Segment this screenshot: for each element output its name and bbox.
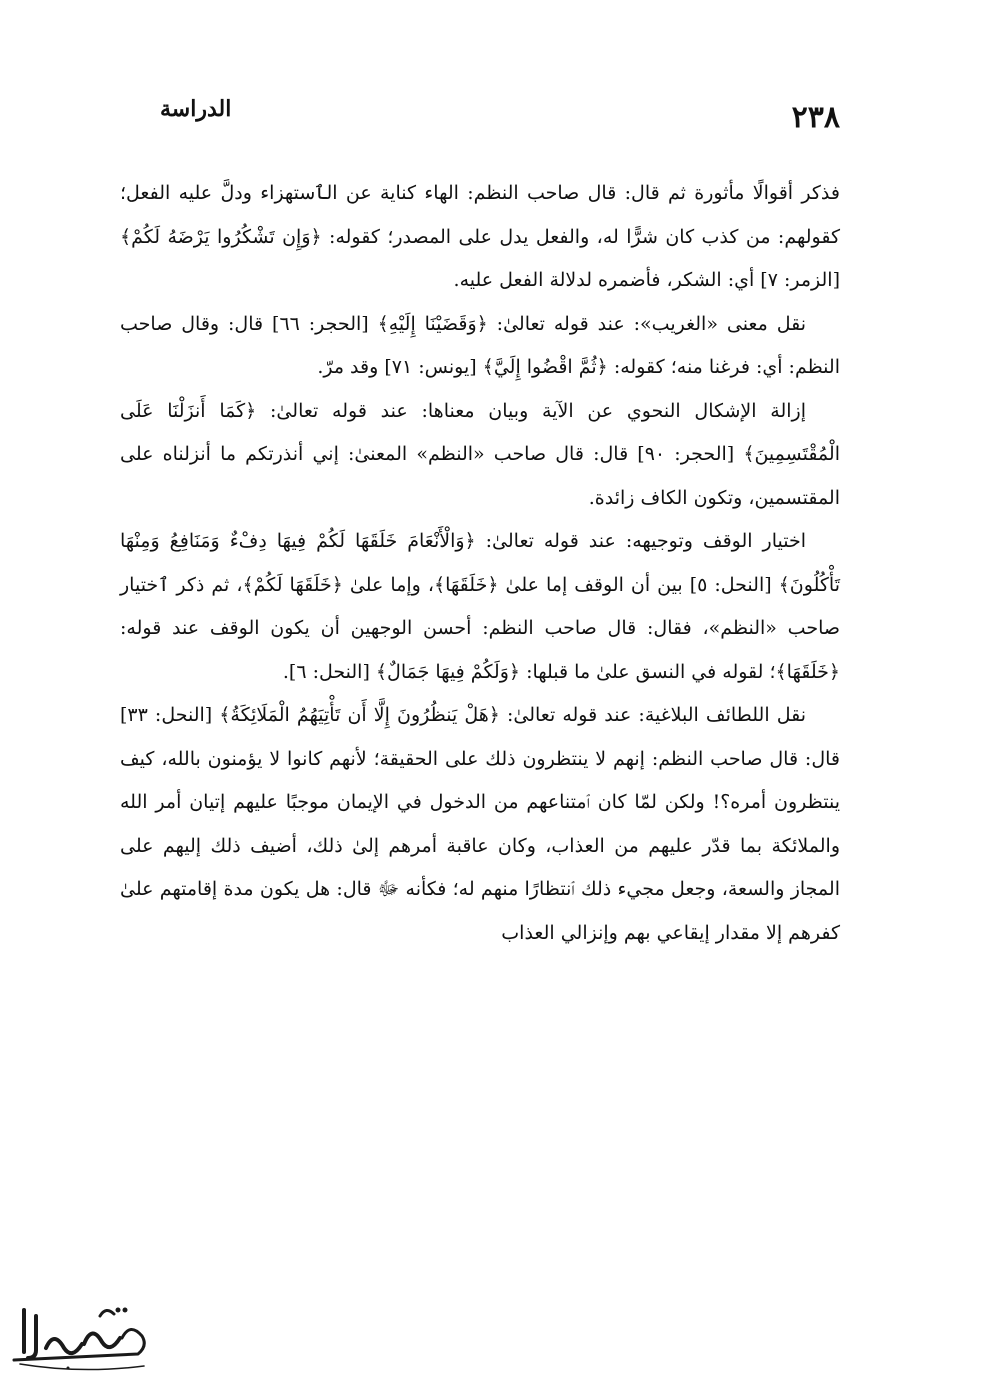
page-number: ٢٣٨ [791, 100, 840, 135]
paragraph-3: إزالة الإشكال النحوي عن الآية وبيان معناها: عند قوله تعالىٰ: ﴿كَمَا أَنزَلْنَا عَلَى الْمُقْتَسِمِينَ﴾ [الحجر: ٩٠] قال: قال صاحب «النظم» المعنىٰ: إني أنذرتكم ما أنزلناه على المقتسمين، وتكون الكاف زائدة. [120, 399, 840, 509]
paragraph-4: اختيار الوقف وتوجيهه: عند قوله تعالىٰ: ﴿وَالْأَنْعَامَ خَلَقَهَا لَكُمْ فِيهَا دِفْءٌ وَمَنَافِعُ وَمِنْهَا تَأْكُلُونَ﴾ [النحل: ٥] بين أن الوقف إما علىٰ ﴿خَلَقَهَا﴾، وإما علىٰ ﴿خَلَقَهَا لَكُمْ﴾، ثم ذكر ٱختيار صاحب «النظم»، فقال: قال صاحب النظم: أحسن الوجهين أن يكون الوقف عند قوله: ﴿خَلَقَهَا﴾؛ لقوله في النسق علىٰ ما قبلها: ﴿وَلَكُمْ فِيهَا جَمَالٌ﴾ [النحل: ٦]. [120, 530, 840, 683]
page-header [100, 96, 840, 146]
running-title: الدراسة [160, 96, 232, 122]
publisher-logo [6, 1286, 156, 1386]
paragraph-1: فذكر أقوالًا مأثورة ثم قال: قال صاحب النظم: الهاء كناية عن الٱستهزاء ودلَّ عليه الفعل؛ كقولهم: من كذب كان شرًّا له، والفعل يدل على المصدر؛ كقوله: ﴿وَإِن تَشْكُرُوا يَرْضَهُ لَكُمْ﴾ [الزمر: ٧] أي: الشكر، فأضمره لدلالة الفعل عليه. [120, 182, 840, 291]
paragraph-2: نقل معنى «الغريب»: عند قوله تعالىٰ: ﴿وَقَضَيْنَا إِلَيْهِ﴾ [الحجر: ٦٦] قال: وقال صاحب النظم: أي: فرغنا منه؛ كقوله: ﴿ثُمَّ اقْضُوا إِلَيَّ﴾ [يونس: ٧١] وقد مرّ. [120, 312, 840, 378]
main-text [120, 172, 840, 955]
paragraph-5: نقل اللطائف البلاغية: عند قوله تعالىٰ: ﴿هَلْ يَنظُرُونَ إِلَّا أَن تَأْتِيَهُمُ الْمَلَائِكَةُ﴾ [النحل: ٣٣] قال: قال صاحب النظم: إنهم لا ينتظرون ذلك على الحقيقة؛ لأنهم كانوا لا يؤمنون بالله، كيف ينتظرون أمره؟! ولكن لمّا كان ٱمتناعهم من الدخول في الإيمان موجبًا عليهم إتيان أمر الله والملائكة بما قدّر عليهم من العذاب، وكان عاقبة أمرهم إلىٰ ذلك، أضيف ذلك إليهم على المجاز والسعة، وجعل مجيء ذلك ٱنتظارًا منهم له؛ فكأنه ﷻ قال: هل يكون مدة إقامتهم علىٰ كفرهم إلا مقدار إيقاعي بهم وإنزالي العذاب [120, 704, 840, 944]
